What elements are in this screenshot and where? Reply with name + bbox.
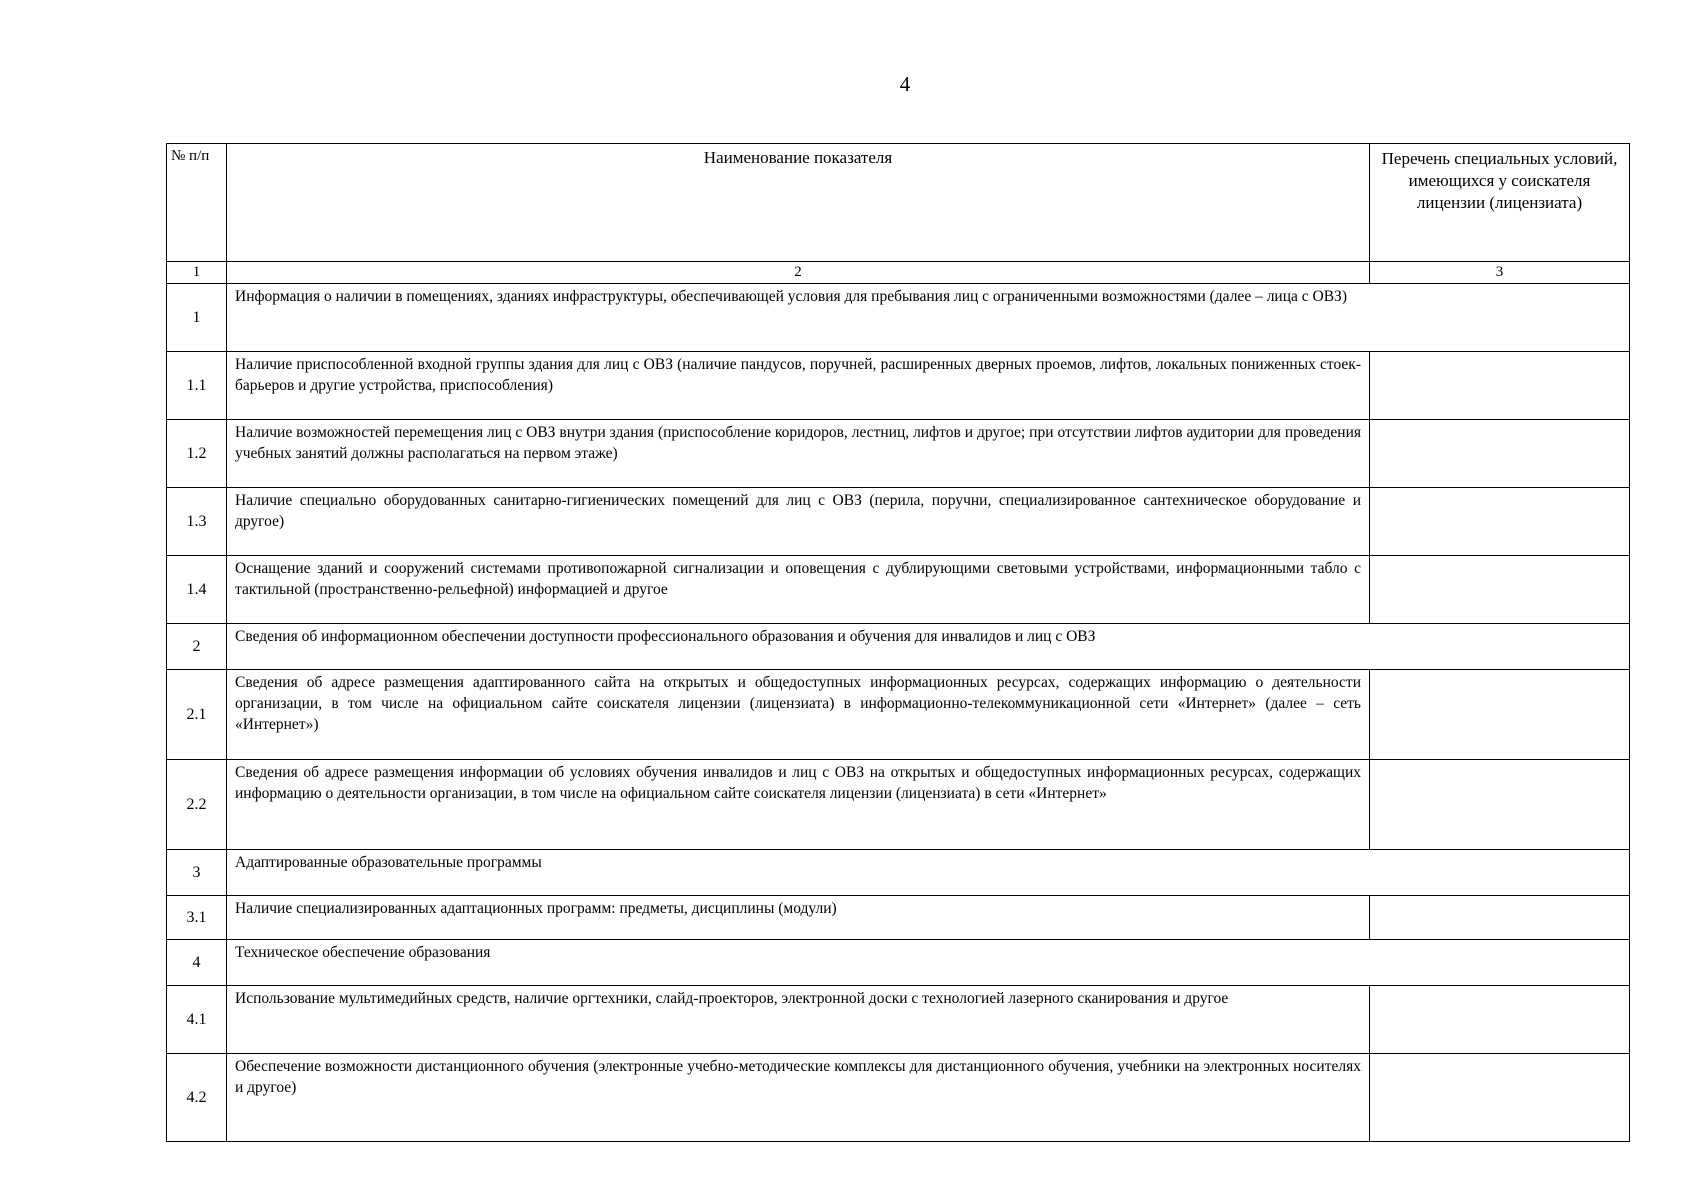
column-number-2: 2 bbox=[227, 262, 1370, 284]
row-conditions-cell[interactable] bbox=[1370, 488, 1630, 556]
row-conditions-cell[interactable] bbox=[1370, 670, 1630, 760]
row-conditions-cell[interactable] bbox=[1370, 1054, 1630, 1142]
column-number-1: 1 bbox=[167, 262, 227, 284]
row-conditions-cell[interactable] bbox=[1370, 986, 1630, 1054]
row-number: 4.1 bbox=[167, 986, 227, 1054]
table-row-section bbox=[167, 624, 1630, 670]
row-number: 1.4 bbox=[167, 556, 227, 624]
table-row-section bbox=[167, 940, 1630, 986]
row-conditions-cell[interactable] bbox=[1370, 760, 1630, 850]
table-row-section bbox=[167, 850, 1630, 896]
header-name: Наименование показателя bbox=[227, 144, 1370, 262]
row-text: Наличие приспособленной входной группы здания для лиц с ОВЗ (наличие пандусов, поручней, расширенных дверных проемов, лифтов, локальных пониженных стоек-барьеров и другие устройства, приспособления) bbox=[227, 352, 1370, 420]
row-text: Информация о наличии в помещениях, зданиях инфраструктуры, обеспечивающей условия для пребывания лиц с ограниченными возможностями (далее – лица с ОВЗ) bbox=[227, 284, 1630, 352]
row-number: 3 bbox=[167, 850, 227, 896]
header-num: № п/п bbox=[167, 144, 227, 262]
indicators-table bbox=[166, 143, 1630, 1142]
row-number: 4.2 bbox=[167, 1054, 227, 1142]
row-text: Наличие возможностей перемещения лиц с ОВЗ внутри здания (приспособление коридоров, лестниц, лифтов и другое; при отсутствии лифтов аудитории для проведения учебных занятий должны располагаться на первом этаже) bbox=[227, 420, 1370, 488]
row-number: 4 bbox=[167, 940, 227, 986]
row-number: 1.1 bbox=[167, 352, 227, 420]
table-row bbox=[167, 896, 1630, 940]
page-number: 4 bbox=[899, 72, 911, 96]
row-conditions-cell[interactable] bbox=[1370, 556, 1630, 624]
row-number: 1 bbox=[167, 284, 227, 352]
row-text: Наличие специализированных адаптационных программ: предметы, дисциплины (модули) bbox=[227, 896, 1370, 940]
row-number: 2 bbox=[167, 624, 227, 670]
row-text: Сведения об адресе размещения адаптированного сайта на открытых и общедоступных информационных ресурсах, содержащих информацию о деятельности организации, в том числе на официальном сайте соискателя лицензии (лицензиата) в информационно-телекоммуникационной сети «Интернет» (далее – сеть «Интернет») bbox=[227, 670, 1370, 760]
row-conditions-cell[interactable] bbox=[1370, 352, 1630, 420]
table-row bbox=[167, 352, 1630, 420]
row-text: Сведения об адресе размещения информации об условиях обучения инвалидов и лиц с ОВЗ на открытых и общедоступных информационных ресурсах, содержащих информацию о деятельности организации, в том числе на официальном сайте соискателя лицензии (лицензиата) в сети «Интернет» bbox=[227, 760, 1370, 850]
row-text: Использование мультимедийных средств, наличие оргтехники, слайд-проекторов, электронной доски с технологией лазерного сканирования и другое bbox=[227, 986, 1370, 1054]
row-number: 1.3 bbox=[167, 488, 227, 556]
row-text: Техническое обеспечение образования bbox=[227, 940, 1630, 986]
column-number-row bbox=[167, 262, 1630, 284]
table-row bbox=[167, 986, 1630, 1054]
table-row bbox=[167, 488, 1630, 556]
row-number: 2.1 bbox=[167, 670, 227, 760]
row-number: 1.2 bbox=[167, 420, 227, 488]
row-conditions-cell[interactable] bbox=[1370, 896, 1630, 940]
row-text: Наличие специально оборудованных санитарно-гигиенических помещений для лиц с ОВЗ (перила, поручни, специализированное сантехническое оборудование и другое) bbox=[227, 488, 1370, 556]
row-number: 2.2 bbox=[167, 760, 227, 850]
column-number-3: 3 bbox=[1370, 262, 1630, 284]
table-row bbox=[167, 1054, 1630, 1142]
row-text: Обеспечение возможности дистанционного обучения (электронные учебно-методические комплексы для дистанционного обучения, учебники на электронных носителях и другое) bbox=[227, 1054, 1370, 1142]
row-text: Сведения об информационном обеспечении доступности профессионального образования и обучения для инвалидов и лиц с ОВЗ bbox=[227, 624, 1630, 670]
row-number: 3.1 bbox=[167, 896, 227, 940]
row-conditions-cell[interactable] bbox=[1370, 420, 1630, 488]
table-row-section bbox=[167, 284, 1630, 352]
table-row bbox=[167, 420, 1630, 488]
table-row bbox=[167, 556, 1630, 624]
table-row bbox=[167, 760, 1630, 850]
row-text: Оснащение зданий и сооружений системами противопожарной сигнализации и оповещения с дублирующими световыми устройствами, информационными табло с тактильной (пространственно-рельефной) информацией и другое bbox=[227, 556, 1370, 624]
table-row bbox=[167, 670, 1630, 760]
row-text: Адаптированные образовательные программы bbox=[227, 850, 1630, 896]
header-conditions: Перечень специальных условий, имеющихся у соискателя лицензии (лицензиата) bbox=[1370, 144, 1630, 262]
table-header-row bbox=[167, 144, 1630, 262]
